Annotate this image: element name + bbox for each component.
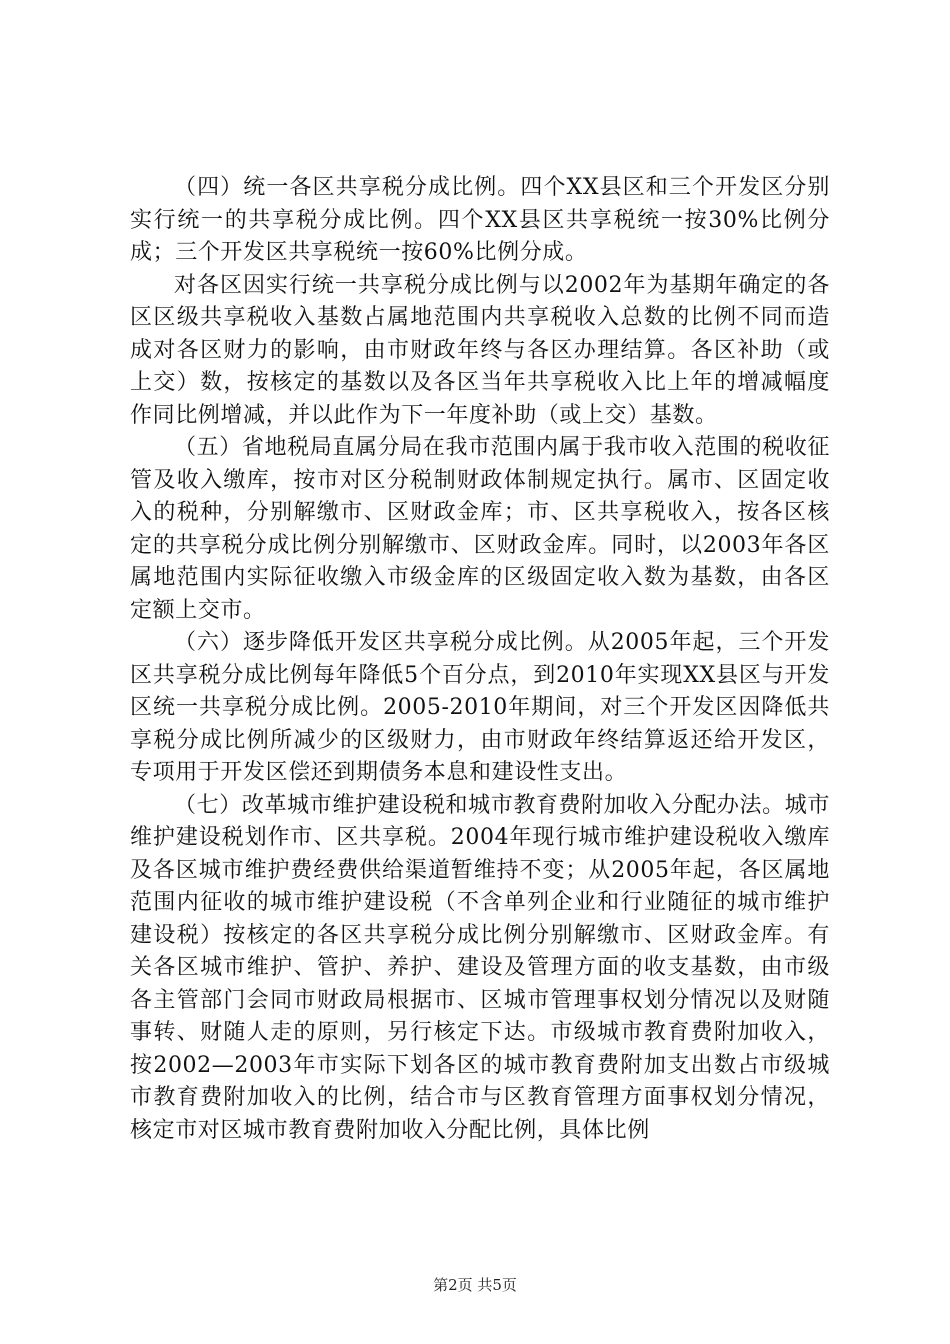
paragraph-section-7: （七）改革城市维护建设税和城市教育费附加收入分配办法。城市维护建设税划作市、区共享税。2004年现行城市维护建设税收入缴库及各区城市维护费经费供给渠道暂维持不变；从2005年起，各区属地范围内征收的城市维护建设税（不含单列企业和行业随征的城市维护建设税）按核定的各区共享税分成比例分别解缴市、区财政金库。有关各区城市维护、管护、养护、建设及管理方面的收支基数，由市级各主管部门会同市财政局根据市、区城市管理事权划分情况以及财随事转、财随人走的原则，另行核定下达。市级城市教育费附加收入，按2002—2003年市实际下划各区的城市教育费附加支出数占市级城市教育费附加收入的比例，结合市与区教育管理方面事权划分情况，核定市对区城市教育费附加收入分配比例，具体比例 [130, 792, 830, 1143]
paragraph-section-4: （四）统一各区共享税分成比例。四个XX县区和三个开发区分别实行统一的共享税分成比例。四个XX县区共享税统一按30%比例分成；三个开发区共享税统一按60%比例分成。 [130, 175, 830, 265]
document-body [130, 172, 830, 1147]
paragraph-settlement: 对各区因实行统一共享税分成比例与以2002年为基期年确定的各区区级共享税收入基数占属地范围内共享税收入总数的比例不同而造成对各区财力的影响，由市财政年终与各区办理结算。各区补助（或上交）数，按核定的基数以及各区当年共享税收入比上年的增减幅度作同比例增减，并以此作为下一年度补助（或上交）基数。 [130, 272, 830, 428]
paragraph-section-6: （六）逐步降低开发区共享税分成比例。从2005年起，三个开发区共享税分成比例每年降低5个百分点，到2010年实现XX县区与开发区统一共享税分成比例。2005-2010年期间，对三个开发区因降低共享税分成比例所减少的区级财力，由市财政年终结算返还给开发区，专项用于开发区偿还到期债务本息和建设性支出。 [130, 630, 830, 785]
page-number-footer: 第2页 共5页 [433, 1276, 517, 1294]
paragraph-section-5: （五）省地税局直属分局在我市范围内属于我市收入范围的税收征管及收入缴库，按市对区分税制财政体制规定执行。属市、区固定收入的税种，分别解缴市、区财政金库；市、区共享税收入，按各区核定的共享税分成比例分别解缴市、区财政金库。同时，以2003年各区属地范围内实际征收缴入市级金库的区级固定收入数为基数，由各区定额上交市。 [130, 435, 830, 623]
